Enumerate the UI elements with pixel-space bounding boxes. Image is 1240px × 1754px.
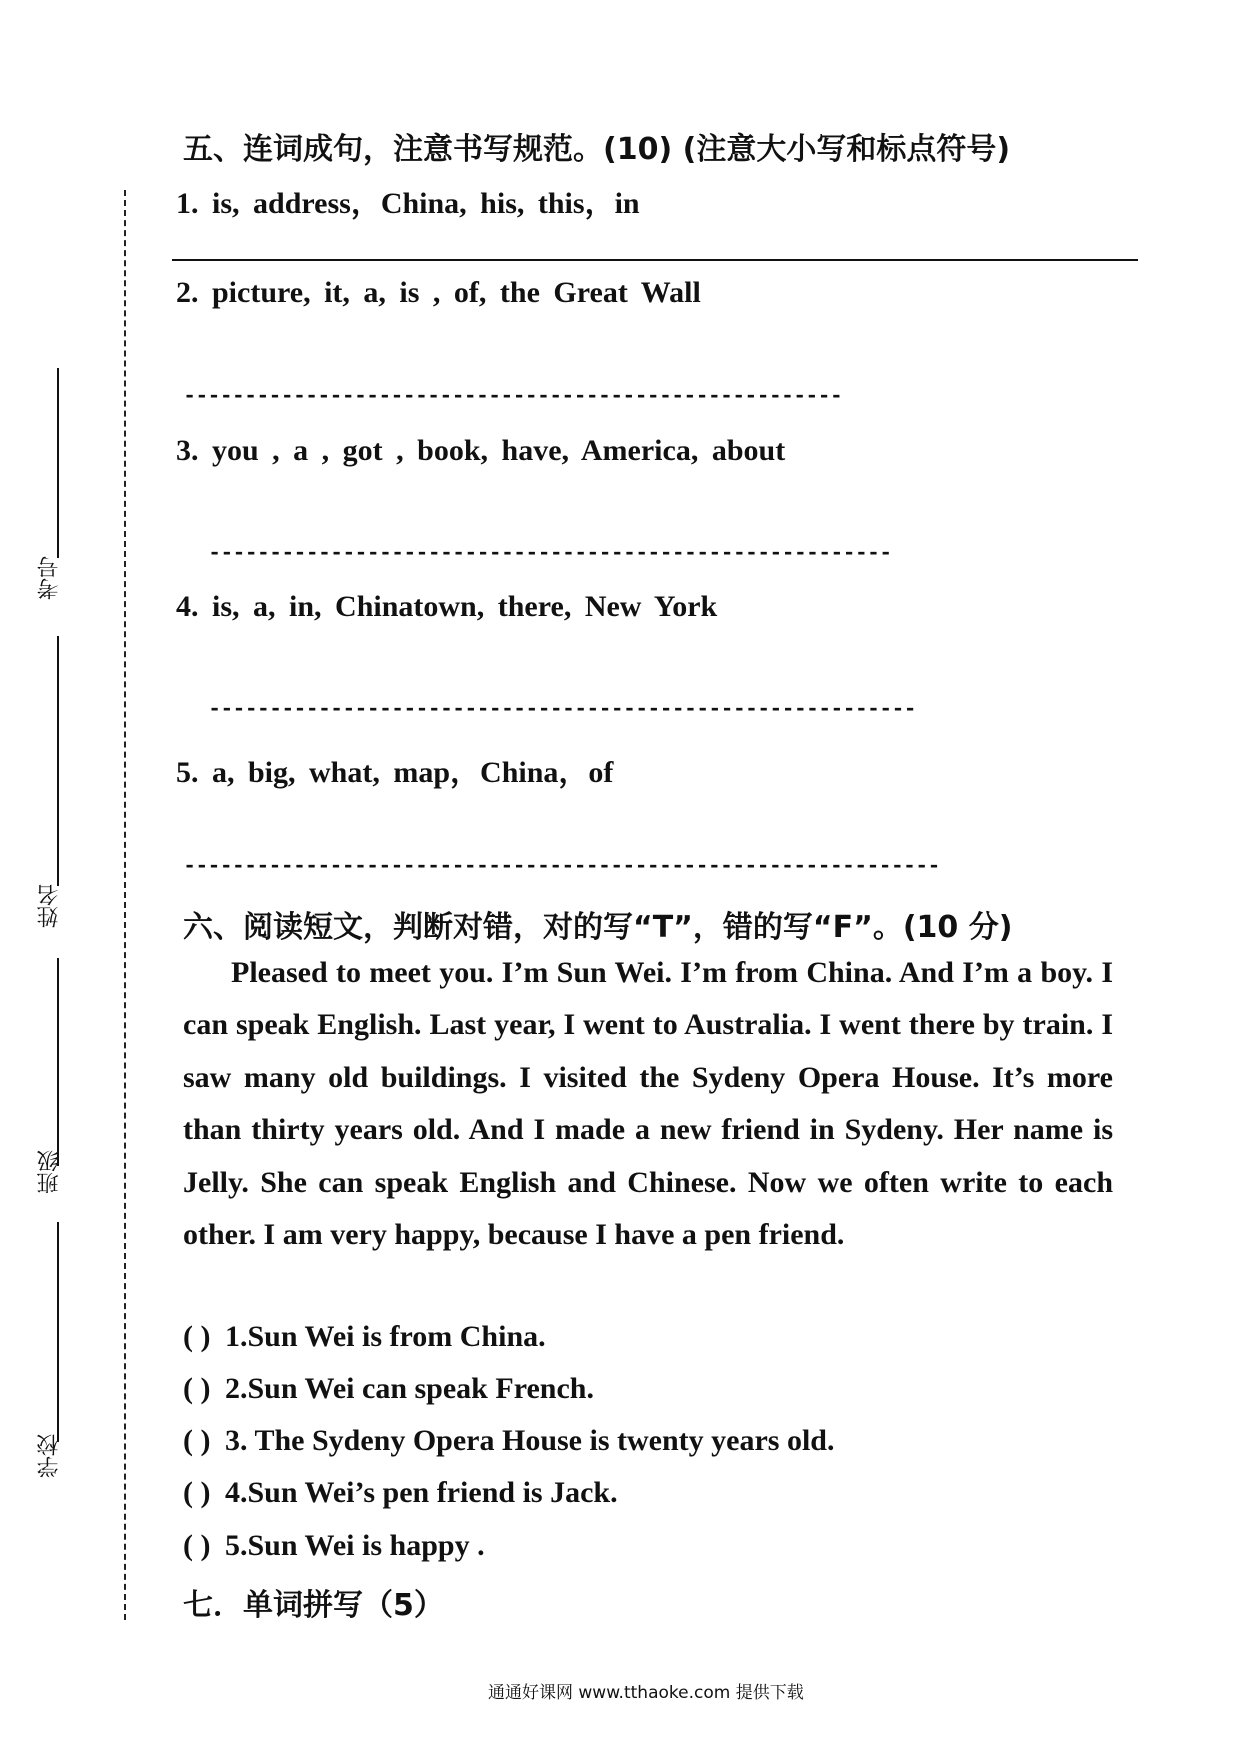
binding-dashed-line: [124, 190, 126, 1620]
name-line: [57, 636, 59, 886]
question-1: 1. is, address，China, his, this，in: [176, 187, 640, 220]
answer-line-1: [172, 259, 1138, 261]
answer-paren[interactable]: ( ): [183, 1476, 211, 1509]
reading-passage: Pleased to meet you. I’m Sun Wei. I’m from China. And I’m a boy. I can speak English. Last year, I went to Australia. I went there by train. I saw many old buildings. I visited the Sydeny Opera House. It’s more than thirty years old. And I made a new friend in Sydeny. Her name is Jelly. She can speak English and Chinese. Now we often write to each other. I am very happy, because I have a pen friend.: [183, 956, 1113, 1252]
name-label: 姓名: [37, 884, 62, 928]
answer-paren[interactable]: ( ): [183, 1320, 211, 1353]
answer-paren[interactable]: ( ): [183, 1372, 211, 1405]
answer-paren[interactable]: ( ): [183, 1529, 211, 1562]
footer-credit: 通通好课网 www.tthaoke.com 提供下载: [488, 1683, 804, 1703]
question-5: 5. a, big, what, map，China，of: [176, 756, 614, 789]
question-2: 2. picture, it, a, is , of, the Great Wall: [176, 276, 701, 309]
tf-item-text: 3. The Sydeny Opera House is twenty years old.: [225, 1424, 835, 1457]
question-4: 4. is, a, in, Chinatown, there, New York: [176, 590, 718, 623]
exam-number-line: [57, 368, 59, 558]
section-5-title: 五、连词成句，注意书写规范。(10) (注意大小写和标点符号): [183, 132, 1011, 167]
school-label: 学校: [37, 1434, 62, 1478]
question-3: 3. you , a , got , book, have, America, about: [176, 434, 786, 467]
exam-number-label: 考号: [37, 556, 62, 600]
answer-line-3: --------------------------------------------------------: [208, 541, 892, 566]
tf-item-text: 1.Sun Wei is from China.: [225, 1320, 546, 1353]
tf-item-2: [183, 1372, 594, 1406]
section-7-title: 七．单词拼写（5）: [183, 1588, 444, 1623]
tf-item-text: 5.Sun Wei is happy .: [225, 1529, 485, 1562]
answer-line-5: --------------------------------------------------------------: [183, 854, 940, 879]
school-line: [57, 1222, 59, 1442]
tf-item-5: [183, 1529, 485, 1563]
tf-item-4: [183, 1476, 618, 1510]
tf-item-text: 2.Sun Wei can speak French.: [225, 1372, 594, 1405]
answer-line-2: ------------------------------------------------------: [183, 384, 842, 409]
answer-line-4: ----------------------------------------------------------: [208, 697, 916, 722]
answer-paren[interactable]: ( ): [183, 1424, 211, 1457]
tf-item-text: 4.Sun Wei’s pen friend is Jack.: [225, 1476, 618, 1509]
class-label: 班级: [37, 1150, 62, 1194]
tf-item-1: [183, 1320, 546, 1354]
section-6-title: 六、阅读短文，判断对错，对的写“T”，错的写“F”。(10 分): [183, 910, 1013, 945]
tf-item-3: [183, 1424, 834, 1458]
class-line: [57, 958, 59, 1166]
